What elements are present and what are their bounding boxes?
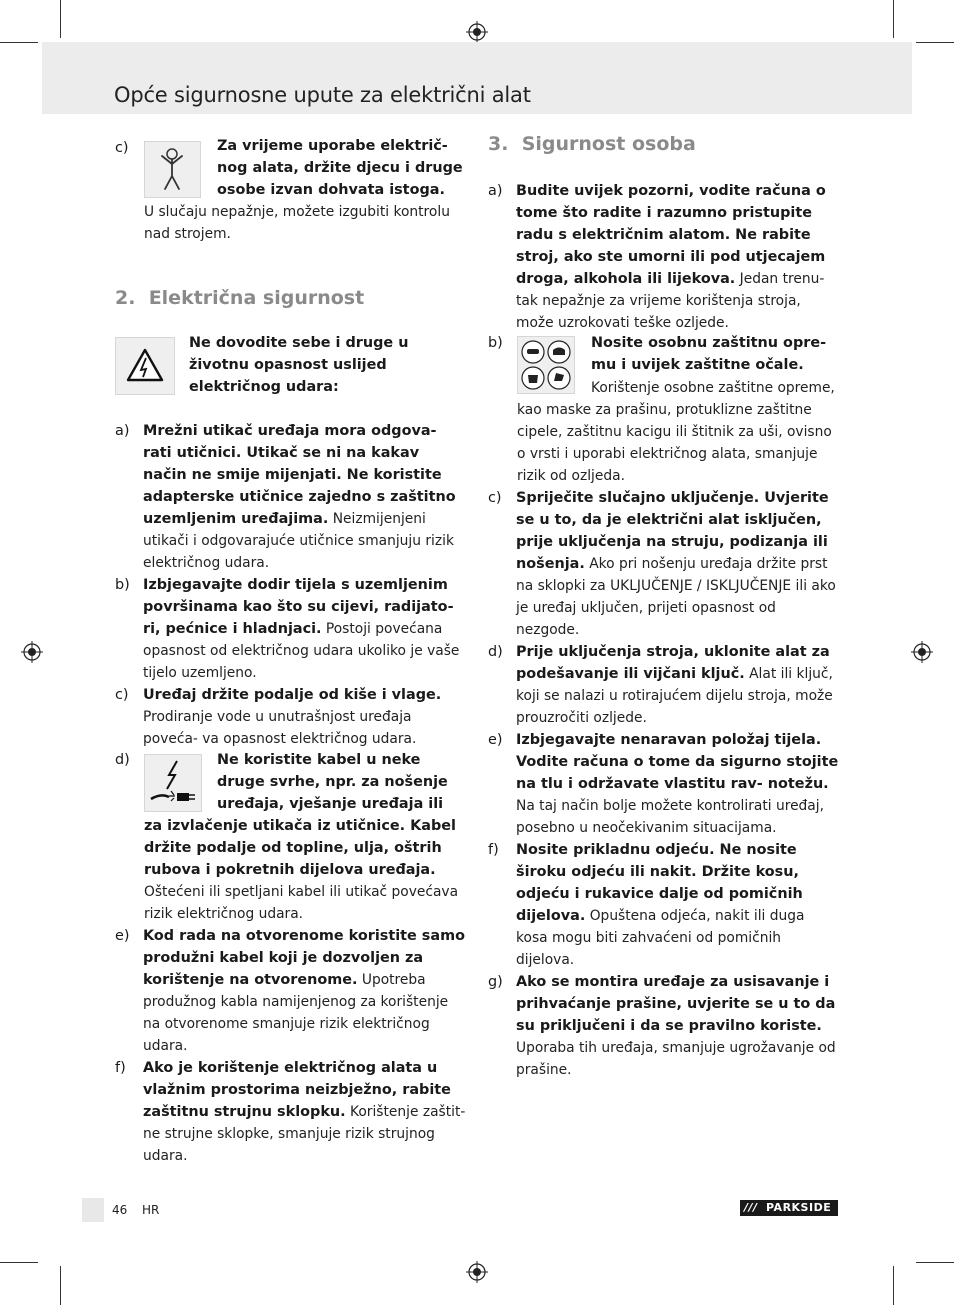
left-items-1 (115, 420, 467, 750)
item-bold: Mrežni utikač uređaja mora odgova- rati utičnici. Utikač se ni na kakav način ne smije mijenjati. Ne koristite adapterske utičnice zajedno s zaštitno uzemljenim uređajima. (143, 423, 456, 527)
list-item (488, 971, 840, 1081)
item-bold: Prije uključenja stroja, uklonite alat za podešavanje ili vijčani ključ. (516, 644, 830, 682)
item-bold: Ako se montira uređaje za usisavanje i prihvaćanje prašine, uvjerite se u to da su priključeni i da se pravilno koriste. (516, 974, 836, 1034)
list-item (115, 420, 467, 574)
d-rest (144, 815, 468, 925)
item-normal: Upotreba produžnog kabla namijenjenog za korištenje na otvorenome smanjuje rizik električnog udara. (143, 972, 449, 1054)
c-top-bold: Za vrijeme uporabe električ- nog alata, držite djecu i druge osobe izvan dohvata istoga. (217, 138, 463, 198)
keep-children-away-icon (144, 141, 201, 198)
item-bold: Spriječite slučajno uključenje. Uvjerite se u to, da je električni alat isključen, prije uključenja na struju, podizanja ili nošenja. (516, 490, 829, 572)
item-label: c) (115, 687, 129, 703)
d-bold-top: Ne koristite kabel u neke druge svrhe, npr. za nošenje uređaja, vješanje uređaja ili (217, 752, 448, 812)
item-bold: Nosite prikladnu odjeću. Ne nosite široku odjeću ili nakit. Držite kosu, odjeću i rukavice dalje od pomičnih dijelova. (516, 842, 803, 924)
b-normal: kao maske za prašinu, protuklizne zaštitne cipele, zaštitnu kacigu ili štitnik za uši, ovisno o vrsti i uporabi električnog alata, smanjuje rizik od ozljeda. (517, 402, 832, 484)
electric-hazard-icon (115, 337, 175, 395)
item-normal: Postoji povećana opasnost od električnog udara ukoliko je vaše tijelo uzemljeno. (143, 621, 460, 681)
registration-mark-top (466, 21, 488, 43)
parkside-logo (740, 1200, 838, 1216)
item-label: b) (488, 335, 503, 351)
list-item (115, 925, 467, 1057)
list-item (488, 641, 840, 729)
item-label: f) (115, 1060, 126, 1076)
b-bold: Nosite osobnu zaštitnu opre- mu i uvijek zaštitne očale. (591, 335, 827, 373)
list-item (115, 684, 467, 750)
item-label: g) (488, 974, 503, 990)
list-item (115, 1057, 467, 1167)
item-label: e) (488, 732, 503, 748)
item-label: c) (488, 490, 502, 506)
list-item (488, 180, 840, 334)
list-item (488, 487, 840, 641)
item-label: d) (488, 644, 503, 660)
registration-mark-left (21, 641, 43, 663)
item-label: c) (115, 140, 129, 156)
damaged-cable-icon (144, 754, 202, 812)
page-number: 46 (112, 1203, 128, 1217)
list-item (115, 574, 467, 684)
registration-mark-bottom (466, 1261, 488, 1283)
item-label: d) (115, 752, 130, 768)
item-bold: Uređaj držite podalje od kiše i vlage. (143, 687, 442, 703)
item-label: f) (488, 842, 499, 858)
item-normal: Jedan trenu- tak nepažnje za vrijeme korištenja stroja, može uzrokovati teške ozljede. (516, 271, 825, 331)
electric-warning: Ne dovodite sebe i druge u životnu opasnost uslijed električnog udara: (189, 335, 409, 395)
item-bold: Izbjegavajte dodir tijela s uzemljenim površinama kao što su cijevi, radijato- ri, pećnice i hladnjaci. (143, 577, 454, 637)
item-normal: Uporaba tih uređaja, smanjuje ugrožavanje od prašine. (516, 1040, 836, 1078)
registration-mark-right (911, 641, 933, 663)
right-item-a (488, 180, 840, 334)
item-label: a) (115, 423, 130, 439)
left-items-2 (115, 925, 467, 1167)
section-3-heading: 3. Sigurnost osoba (488, 133, 696, 155)
item-normal: Ako pri nošenju uređaja držite prst na sklopki za UKLJUČENJE / ISKLJUČENJE ili ako je uređaj uključen, prijeti opasnost od nezgode. (516, 556, 836, 638)
list-item (488, 839, 840, 971)
language-code: HR (142, 1203, 160, 1217)
d-normal: Oštećeni ili spetljani kabel ili utikač povećava rizik električnog udara. (144, 884, 459, 922)
b-normal-side: Korištenje osobne zaštitne opreme, (591, 380, 835, 396)
item-label: b) (115, 577, 130, 593)
section-2-heading: 2. Električna sigurnost (115, 287, 365, 309)
item-bold: Izbjegavajte nenaravan položaj tijela. Vodite računa o tome da sigurno stojite na tlu i održavate vlastitu rav- notežu. (516, 732, 839, 792)
item-label: a) (488, 183, 503, 199)
item-normal: Alat ili ključ, koji se nalazi u rotirajućem dijelu stroja, može prouzročiti ozljede. (516, 666, 833, 726)
item-normal: Korištenje zaštit- ne strujne sklopke, smanjuje rizik strujnog udara. (143, 1104, 466, 1164)
c-top-normal: U slučaju nepažnje, možete izgubiti kontrolu nad strojem. (144, 204, 450, 242)
logo-text: PARKSIDE (766, 1201, 832, 1214)
item-normal: Na taj način bolje možete kontrolirati uređaj, posebno u neočekivanim situacijama. (516, 798, 824, 836)
item-bold: Kod rada na otvorenome koristite samo produžni kabel koji je dozvoljen za korištenje na otvorenome. (143, 928, 465, 988)
d-bold-rest: za izvlačenje utikača iz utičnice. Kabel držite podalje od topline, ulja, oštrih rubova i pokretnih dijelova uređaja. (144, 818, 456, 878)
item-normal: Neizmijenjeni utikači i odgovarajuće utičnice smanjuju rizik električnog udara. (143, 511, 454, 571)
item-label: e) (115, 928, 130, 944)
item-normal: Opuštena odjeća, nakit ili duga kosa mogu biti zahvaćeni od pomičnih dijelova. (516, 908, 805, 968)
footer-page-tab (82, 1198, 104, 1222)
logo-slashes: /// (744, 1201, 758, 1214)
right-items (488, 487, 840, 1081)
protective-equipment-icon (517, 336, 575, 394)
page-title: Opće sigurnosne upute za električni alat (114, 83, 531, 107)
item-normal: Prodiranje vode u unutrašnjost uređaja poveća- va opasnost električnog udara. (143, 709, 417, 747)
item-bold: Ako je korištenje električnog alata u vlažnim prostorima neizbježno, rabite zaštitnu strujnu sklopku. (143, 1060, 451, 1120)
list-item (488, 729, 840, 839)
item-bold: Budite uvijek pozorni, vodite računa o tome što radite i razumno pristupite radu s električnim alatom. Ne rabite stroj, ako ste umorni ili pod utjecajem droga, alkohola ili lijekova. (516, 183, 826, 287)
